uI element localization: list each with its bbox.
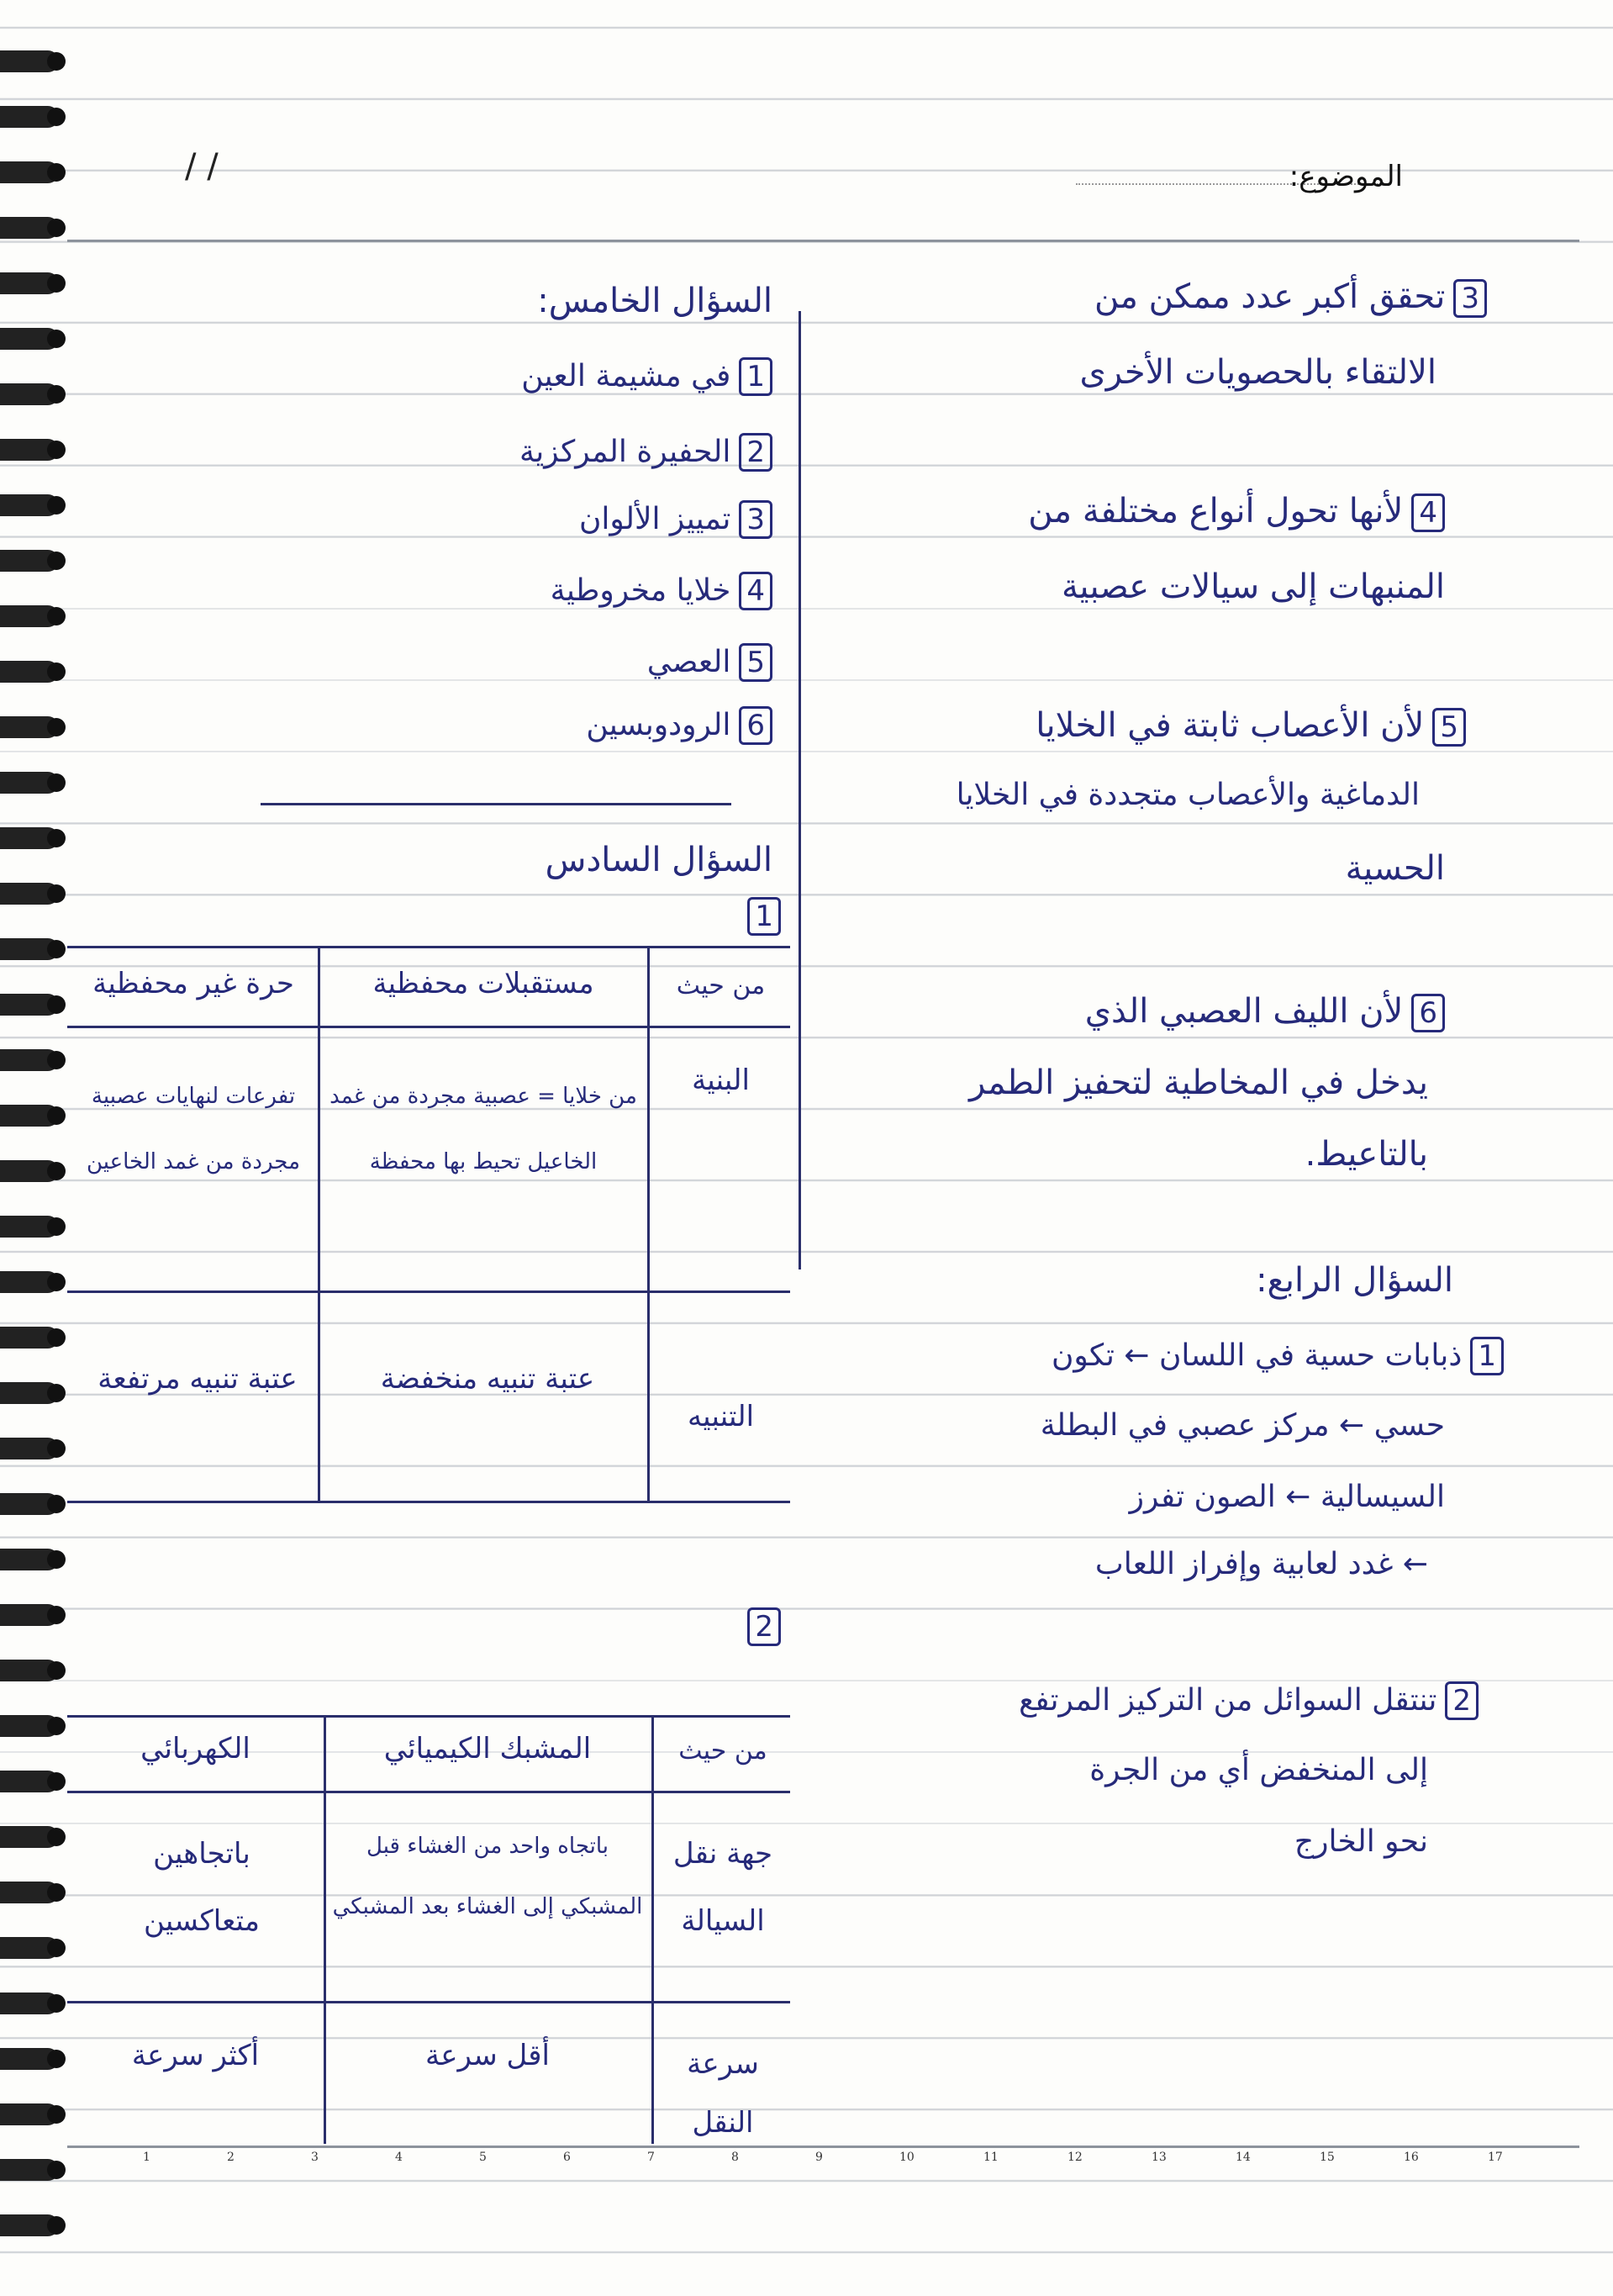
part-number: 1 — [747, 897, 781, 936]
spiral-ring — [0, 550, 59, 572]
ruler-tick-label: 15 — [1320, 2151, 1335, 2164]
table-header: حرة غير محفظية — [92, 967, 294, 1000]
ruler-tick-label: 16 — [1404, 2151, 1419, 2164]
spiral-ring — [0, 716, 59, 738]
answer-4 — [1028, 492, 1445, 532]
spiral-ring — [0, 272, 59, 294]
spiral-ring — [0, 161, 59, 183]
spiral-ring — [0, 1382, 59, 1404]
answer-3 — [1094, 277, 1487, 318]
q4-answer-2 — [1019, 1681, 1479, 1720]
spiral-ring — [0, 661, 59, 683]
column-divider — [799, 311, 801, 1269]
table-rule — [67, 2001, 790, 2003]
part-number: 2 — [747, 1607, 781, 1646]
ruler-tick-label: 17 — [1488, 2151, 1503, 2164]
answer-line: لأن الليف العصبي الذي — [1084, 992, 1404, 1031]
spiral-ring — [0, 439, 59, 461]
table-rule — [67, 1501, 790, 1503]
answer-6-line-3: بالتاعيط. — [1305, 1135, 1428, 1174]
q6-part-1 — [739, 895, 781, 936]
table-cell: تفرعات لنهايات عصبية مجردة من غمد الخاعين — [86, 1084, 301, 1174]
answer-line: ذبابات حسية في اللسان ← تكون — [1051, 1338, 1463, 1373]
item-number: 4 — [739, 572, 772, 610]
spiral-ring — [0, 1660, 59, 1681]
ruler-tick-label: 2 — [227, 2151, 235, 2164]
ruler-tick-label: 4 — [395, 2151, 403, 2164]
q5-item-5 — [647, 643, 772, 682]
question-4-title: السؤال الرابع: — [1256, 1261, 1453, 1300]
table-row-label: جهة نقل السيالة — [672, 1837, 773, 1938]
centimeter-ruler — [67, 2149, 1580, 2183]
q6-part-2 — [739, 1606, 781, 1646]
item-text: العصي — [646, 645, 731, 679]
table-rule — [324, 1715, 326, 2144]
spiral-ring — [0, 1327, 59, 1349]
answer-number: 1 — [1470, 1337, 1504, 1375]
table-rule — [67, 1715, 790, 1718]
ruler-tick-label: 13 — [1152, 2151, 1167, 2164]
spiral-ring — [0, 1937, 59, 1959]
table-rule — [67, 946, 790, 948]
answer-5 — [1036, 706, 1466, 747]
table-rule — [651, 1715, 654, 2144]
answer-number: 2 — [1445, 1681, 1479, 1720]
spiral-ring — [0, 938, 59, 960]
date-field: / / — [185, 147, 219, 186]
spiral-ring — [0, 1049, 59, 1071]
topic-label: الموضوع: — [1289, 160, 1403, 193]
q5-item-2 — [519, 433, 772, 472]
q4-answer-1 — [1052, 1337, 1504, 1375]
table-rule — [67, 1291, 790, 1293]
item-number: 5 — [739, 643, 772, 682]
spiral-ring — [0, 1271, 59, 1293]
table-cell: عتبة تنبيه منخفضة — [380, 1362, 595, 1396]
footer-rule — [67, 2146, 1579, 2148]
section-separator — [261, 803, 731, 805]
table-header: من حيث — [678, 1736, 767, 1766]
answer-3-line-2: الالتقاء بالحصويات الأخرى — [1079, 353, 1436, 392]
spiral-ring — [0, 1826, 59, 1848]
item-text: في مشيمة العين — [521, 359, 731, 393]
spiral-ring — [0, 1715, 59, 1737]
question-6-title: السؤال السادس — [545, 841, 772, 879]
item-number: 2 — [739, 433, 772, 472]
ruler-tick-label: 6 — [563, 2151, 571, 2164]
table-cell: باتجاهين متعاكسين — [144, 1837, 260, 1938]
spiral-ring — [0, 328, 59, 350]
ruler-tick-label: 11 — [983, 2151, 999, 2164]
table-rule — [67, 1791, 790, 1793]
item-text: الرودوبسين — [586, 708, 731, 742]
answer-6-line-2: يدخل في المخاطية لتحفيز الطمر — [968, 1064, 1428, 1102]
table-cell: عتبة تنبيه مرتفعة — [98, 1362, 298, 1396]
answer-6 — [1085, 992, 1445, 1032]
ruler-tick-label: 5 — [479, 2151, 487, 2164]
spiral-ring — [0, 1160, 59, 1182]
item-number: 1 — [739, 357, 772, 396]
table-cell: باتجاه واحد من الغشاء قبل المشبكي إلى الغشاء بعد المشبكي — [332, 1834, 643, 1919]
ruler-tick-label: 8 — [731, 2151, 739, 2164]
spiral-ring — [0, 1604, 59, 1626]
table-header: من حيث — [676, 971, 766, 1000]
spiral-ring — [0, 994, 59, 1016]
ruler-tick-label: 14 — [1236, 2151, 1251, 2164]
q4-answer-1-line-4: ← غدد لعابية وإفراز اللعاب — [1094, 1547, 1428, 1581]
table-header: المشبك الكيميائي — [383, 1732, 592, 1766]
spiral-ring — [0, 1438, 59, 1459]
item-number: 6 — [739, 706, 772, 745]
answer-number: 6 — [1411, 994, 1445, 1032]
ruler-tick-label: 7 — [647, 2151, 655, 2164]
table-rule — [318, 946, 320, 1501]
q5-item-1 — [521, 357, 772, 396]
table-cell: أكثر سرعة — [131, 2039, 260, 2072]
q4-answer-1-line-2: حسي ← مركز عصبي في البطلة — [1040, 1408, 1445, 1443]
q4-answer-2-line-2: إلى المنخفض أي من الجرة — [1089, 1753, 1428, 1787]
q5-item-6 — [586, 706, 772, 745]
table-rule — [647, 946, 650, 1501]
answer-5-line-2: الدماغية والأعصاب متجددة في الخلايا — [956, 778, 1420, 812]
spiral-binding — [0, 50, 67, 2278]
ruler-tick-label: 3 — [311, 2151, 319, 2164]
table-row-label: التنبيه — [687, 1400, 755, 1433]
answer-number: 4 — [1411, 494, 1445, 532]
spiral-ring — [0, 1993, 59, 2014]
header-rule — [67, 240, 1579, 242]
answer-4-line-2: المنبهات إلى سيالات عصبية — [1061, 567, 1445, 606]
spiral-ring — [0, 605, 59, 627]
spiral-ring — [0, 2159, 59, 2181]
q4-answer-2-line-3: نحو الخارج — [1294, 1824, 1428, 1859]
table-rule — [67, 1026, 790, 1028]
table-row-label: سرعة النقل — [687, 2047, 759, 2140]
answer-line: لأن الأعصاب ثابتة في الخلايا — [1036, 706, 1425, 745]
answer-line: تنتقل السوائل من التركيز المرتفع — [1019, 1683, 1437, 1718]
spiral-ring — [0, 1549, 59, 1570]
spiral-ring — [0, 217, 59, 239]
spiral-ring — [0, 2214, 59, 2236]
spiral-ring — [0, 1493, 59, 1515]
spiral-ring — [0, 50, 59, 72]
ruler-tick-label: 10 — [899, 2151, 915, 2164]
spiral-ring — [0, 883, 59, 905]
q5-item-4 — [551, 572, 772, 610]
spiral-ring — [0, 106, 59, 128]
q4-answer-1-line-3: السيسالية ← الصون تفرز — [1129, 1480, 1445, 1514]
answer-number: 5 — [1432, 708, 1466, 747]
spiral-ring — [0, 772, 59, 794]
spiral-ring — [0, 1105, 59, 1127]
spiral-ring — [0, 383, 59, 405]
ruler-tick-label: 9 — [815, 2151, 823, 2164]
item-text: تمييز الألوان — [578, 502, 731, 536]
spiral-ring — [0, 2048, 59, 2070]
table-row-label: البنية — [692, 1064, 750, 1097]
spiral-ring — [0, 1216, 59, 1238]
item-text: خلايا مخروطية — [550, 573, 731, 608]
item-number: 3 — [739, 500, 772, 539]
answer-5-line-3: الحسية — [1345, 849, 1445, 888]
answer-line: لأنها تحول أنواع مختلفة من — [1028, 492, 1404, 530]
table-header: مستقبلات محفظية — [372, 967, 594, 1000]
table-cell: من خلايا = عصبية مجردة من غمد الخاعيل تحيط بها محفظة — [329, 1084, 637, 1174]
item-text: الحفيرة المركزية — [519, 435, 731, 469]
table-header: الكهربائي — [140, 1732, 250, 1766]
q5-item-3 — [579, 500, 772, 539]
spiral-ring — [0, 1771, 59, 1792]
spiral-ring — [0, 1882, 59, 1903]
answer-number: 3 — [1453, 279, 1487, 318]
table-cell: أقل سرعة — [424, 2039, 551, 2072]
spiral-ring — [0, 2103, 59, 2125]
ruler-tick-label: 1 — [143, 2151, 150, 2164]
answer-line: تحقق أكبر عدد ممكن من — [1094, 277, 1446, 316]
ruler-tick-label: 12 — [1067, 2151, 1083, 2164]
spiral-ring — [0, 494, 59, 516]
question-5-title: السؤال الخامس: — [537, 282, 772, 320]
spiral-ring — [0, 827, 59, 849]
